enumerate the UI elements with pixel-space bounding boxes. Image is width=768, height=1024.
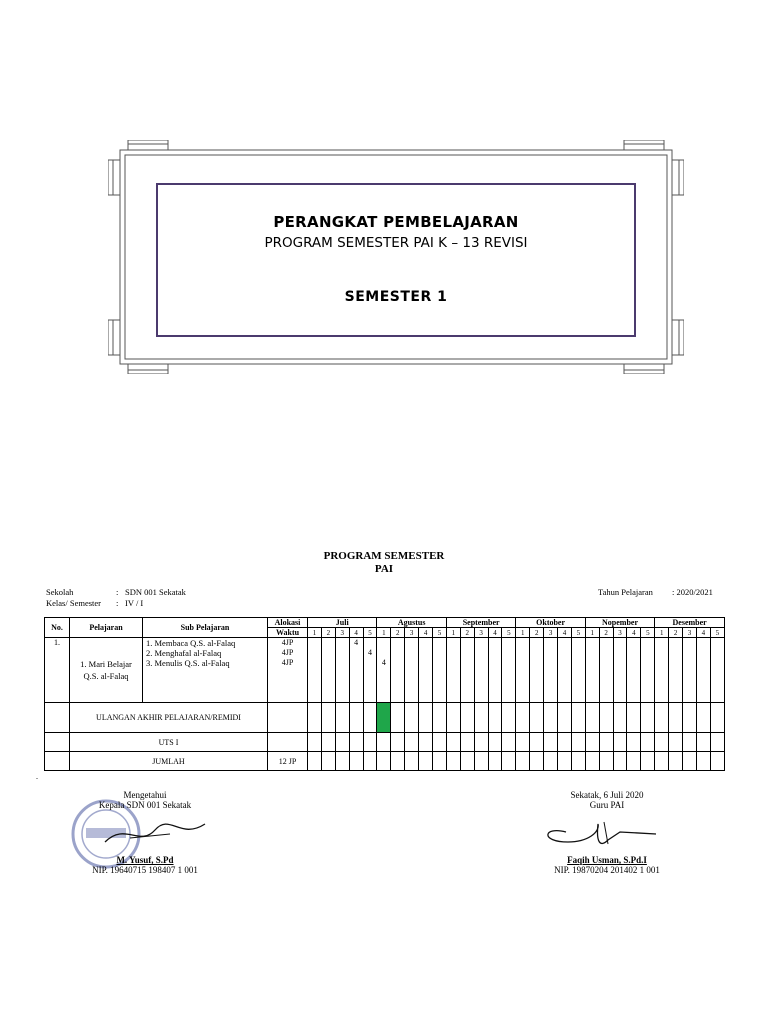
week-cell — [641, 638, 655, 703]
week-cell — [516, 752, 530, 771]
week-cell — [391, 703, 405, 733]
week-cell — [669, 733, 683, 752]
week-cell — [446, 733, 460, 752]
kelas-sep: : — [116, 598, 119, 608]
week-cell — [391, 638, 405, 703]
week-cell — [641, 703, 655, 733]
header-sub-pelajaran: Sub Pelajaran — [143, 618, 268, 638]
week-cell — [558, 733, 572, 752]
right-sig-line1: Sekatak, 6 Juli 2020 — [570, 790, 644, 800]
week-cell — [446, 703, 460, 733]
teacher-nip: NIP. 19870204 201402 1 001 — [554, 865, 660, 875]
week-cell — [460, 752, 474, 771]
row-pelajaran — [70, 638, 143, 703]
uts-row — [45, 733, 725, 752]
week-header: 3 — [335, 628, 349, 638]
month-header: September — [446, 618, 515, 628]
week-cell — [683, 638, 697, 703]
week-cell — [655, 752, 669, 771]
month-header: Juli — [308, 618, 377, 628]
week-header: 2 — [321, 628, 335, 638]
headmaster-nip: NIP. 19640715 198407 1 001 — [92, 865, 198, 875]
week-cell — [599, 752, 613, 771]
cover-title-box — [156, 183, 636, 337]
week-cell — [474, 703, 488, 733]
week-header: 1 — [377, 628, 391, 638]
sekolah-sep: : — [116, 587, 119, 597]
week-cell — [363, 703, 377, 733]
week-header: 3 — [683, 628, 697, 638]
week-cell — [558, 752, 572, 771]
week-cell — [460, 703, 474, 733]
week-mark: 4 — [349, 638, 363, 703]
week-cell — [710, 638, 724, 703]
week-cell — [655, 703, 669, 733]
week-cell — [710, 733, 724, 752]
week-header: 5 — [641, 628, 655, 638]
week-cell — [308, 733, 322, 752]
week-header: 2 — [599, 628, 613, 638]
week-cell — [321, 703, 335, 733]
week-header: 5 — [433, 628, 447, 638]
week-cell — [433, 703, 447, 733]
month-header: Nopember — [585, 618, 654, 628]
jumlah-row — [45, 752, 725, 771]
week-cell — [474, 638, 488, 703]
header-row-1 — [45, 618, 725, 628]
week-header: 1 — [446, 628, 460, 638]
week-cell — [308, 752, 322, 771]
week-cell — [544, 733, 558, 752]
pelajaran-line-2: Q.S. al-Falaq — [83, 671, 129, 681]
week-cell — [349, 703, 363, 733]
tahun-value: : 2020/2021 — [672, 587, 713, 597]
week-cell — [460, 733, 474, 752]
week-cell — [391, 752, 405, 771]
week-cell — [599, 703, 613, 733]
uts-alokasi — [268, 733, 308, 752]
week-header: 3 — [544, 628, 558, 638]
ulangan-label: ULANGAN AKHIR PELAJARAN/REMIDI — [70, 703, 268, 733]
ulangan-empty — [45, 703, 70, 733]
week-cell — [669, 638, 683, 703]
week-cell — [696, 752, 710, 771]
cover-title: PERANGKAT PEMBELAJARAN — [273, 213, 519, 231]
week-cell — [488, 638, 502, 703]
week-cell — [335, 733, 349, 752]
headmaster-name: M. Yusuf, S.Pd — [116, 855, 174, 865]
week-header: 4 — [627, 628, 641, 638]
week-cell — [530, 752, 544, 771]
cover-semester: SEMESTER 1 — [344, 289, 448, 305]
week-header: 4 — [558, 628, 572, 638]
header-pelajaran: Pelajaran — [70, 618, 143, 638]
week-cell — [710, 752, 724, 771]
week-cell — [474, 733, 488, 752]
uts-label: UTS I — [70, 733, 268, 752]
week-cell — [502, 752, 516, 771]
week-cell — [571, 733, 585, 752]
week-cell — [696, 638, 710, 703]
week-cell — [710, 703, 724, 733]
week-cell — [419, 638, 433, 703]
week-header: 4 — [349, 628, 363, 638]
week-cell — [585, 733, 599, 752]
kelas-value: IV / I — [125, 598, 144, 608]
week-header: 1 — [655, 628, 669, 638]
sub-item-1: 1. Membaca Q.S. al-Falaq — [146, 638, 236, 648]
week-cell — [321, 733, 335, 752]
week-cell — [321, 638, 335, 703]
week-cell — [433, 752, 447, 771]
week-cell — [571, 752, 585, 771]
week-header: 2 — [669, 628, 683, 638]
week-cell — [683, 703, 697, 733]
week-header: 5 — [502, 628, 516, 638]
row-sub-pelajaran — [143, 638, 268, 703]
week-cell — [308, 703, 322, 733]
left-sig-line1: Mengetahui — [123, 790, 167, 800]
week-cell — [585, 703, 599, 733]
week-header: 5 — [363, 628, 377, 638]
headmaster-signature-block — [70, 790, 220, 875]
week-cell — [377, 752, 391, 771]
week-cell — [627, 703, 641, 733]
month-header: Agustus — [377, 618, 446, 628]
week-cell — [446, 638, 460, 703]
week-cell — [377, 733, 391, 752]
week-cell — [460, 638, 474, 703]
week-cell — [599, 733, 613, 752]
right-sig-line2: Guru PAI — [589, 800, 625, 810]
week-cell — [627, 752, 641, 771]
week-cell — [488, 703, 502, 733]
week-header: 3 — [613, 628, 627, 638]
cover-subtitle: PROGRAM SEMESTER PAI K – 13 REVISI — [264, 235, 528, 251]
week-header: 1 — [308, 628, 322, 638]
sekolah-label: Sekolah — [46, 587, 74, 597]
week-cell — [419, 752, 433, 771]
week-cell — [516, 703, 530, 733]
week-cell — [405, 752, 419, 771]
pelajaran-line-1: 1. Mari Belajar — [80, 659, 132, 669]
week-cell — [571, 638, 585, 703]
week-cell — [419, 703, 433, 733]
left-sig-line2: Kepala SDN 001 Sekatak — [98, 800, 192, 810]
week-header: 2 — [391, 628, 405, 638]
week-header: 5 — [571, 628, 585, 638]
week-header: 1 — [585, 628, 599, 638]
uts-empty — [45, 733, 70, 752]
week-cell — [363, 733, 377, 752]
week-cell — [558, 703, 572, 733]
alokasi-3: 4JP — [281, 658, 294, 667]
stray-dot: . — [36, 772, 38, 781]
teacher-name: Faqih Usman, S.Pd.I — [567, 855, 647, 865]
week-cell — [433, 638, 447, 703]
cover-frame — [108, 140, 684, 374]
week-cell — [502, 638, 516, 703]
week-cell — [613, 752, 627, 771]
month-header: Desember — [655, 618, 725, 628]
week-header: 4 — [696, 628, 710, 638]
week-cell — [335, 703, 349, 733]
week-cell — [683, 733, 697, 752]
week-cell — [571, 703, 585, 733]
week-cell — [516, 733, 530, 752]
week-cell — [613, 638, 627, 703]
program-table — [44, 617, 725, 771]
week-cell — [363, 752, 377, 771]
week-cell — [405, 638, 419, 703]
week-cell — [502, 703, 516, 733]
week-cell — [669, 703, 683, 733]
header-alokasi: Alokasi — [268, 618, 308, 628]
week-cell — [696, 733, 710, 752]
week-header: 2 — [460, 628, 474, 638]
week-cell — [669, 752, 683, 771]
week-header: 4 — [488, 628, 502, 638]
week-header: 2 — [530, 628, 544, 638]
month-header: Oktober — [516, 618, 585, 628]
week-cell — [613, 733, 627, 752]
week-cell — [530, 733, 544, 752]
week-header: 5 — [710, 628, 724, 638]
alokasi-2: 4JP — [281, 648, 294, 657]
week-cell — [308, 638, 322, 703]
ulangan-week-highlight — [377, 703, 391, 733]
row-no: 1. — [45, 638, 70, 703]
week-cell — [530, 703, 544, 733]
teacher-signature-block — [532, 790, 682, 875]
week-cell — [641, 752, 655, 771]
week-cell — [544, 638, 558, 703]
row-alokasi — [268, 638, 308, 703]
week-cell — [433, 733, 447, 752]
week-cell — [655, 733, 669, 752]
jumlah-label: JUMLAH — [70, 752, 268, 771]
week-cell — [599, 638, 613, 703]
week-cell — [405, 703, 419, 733]
week-cell — [335, 752, 349, 771]
table-row — [45, 638, 725, 703]
week-cell — [419, 733, 433, 752]
week-cell — [405, 733, 419, 752]
week-cell — [544, 752, 558, 771]
week-cell — [655, 638, 669, 703]
ulangan-row — [45, 703, 725, 733]
week-cell — [641, 733, 655, 752]
week-cell — [696, 703, 710, 733]
week-header: 1 — [516, 628, 530, 638]
week-mark: 4 — [377, 638, 391, 703]
tahun-label: Tahun Pelajaran — [598, 587, 653, 597]
week-cell — [446, 752, 460, 771]
week-header: 3 — [474, 628, 488, 638]
header-waktu: Waktu — [268, 628, 308, 638]
program-title: PROGRAM SEMESTER — [323, 550, 445, 562]
week-cell — [488, 752, 502, 771]
jumlah-empty — [45, 752, 70, 771]
week-cell — [627, 733, 641, 752]
week-cell — [585, 638, 599, 703]
week-cell — [558, 638, 572, 703]
week-cell — [474, 752, 488, 771]
week-cell — [530, 638, 544, 703]
week-cell — [502, 733, 516, 752]
week-cell — [349, 752, 363, 771]
sekolah-value: SDN 001 Sekatak — [125, 587, 186, 597]
sub-item-3: 3. Menulis Q.S. al-Falaq — [146, 658, 230, 668]
week-mark: 4 — [363, 638, 377, 703]
week-cell — [613, 703, 627, 733]
week-cell — [683, 752, 697, 771]
alokasi-1: 4JP — [281, 638, 294, 647]
week-cell — [391, 733, 405, 752]
week-header: 4 — [419, 628, 433, 638]
week-cell — [627, 638, 641, 703]
week-cell — [544, 703, 558, 733]
header-no: No. — [45, 618, 70, 638]
week-cell — [585, 752, 599, 771]
sub-item-2: 2. Menghafal al-Falaq — [146, 648, 222, 658]
kelas-label: Kelas/ Semester — [46, 598, 101, 608]
program-subject: PAI — [374, 563, 394, 575]
jumlah-value: 12 JP — [268, 752, 308, 771]
ulangan-alokasi — [268, 703, 308, 733]
week-cell — [516, 638, 530, 703]
week-header: 3 — [405, 628, 419, 638]
week-cell — [349, 733, 363, 752]
week-cell — [321, 752, 335, 771]
week-cell — [335, 638, 349, 703]
week-cell — [488, 733, 502, 752]
